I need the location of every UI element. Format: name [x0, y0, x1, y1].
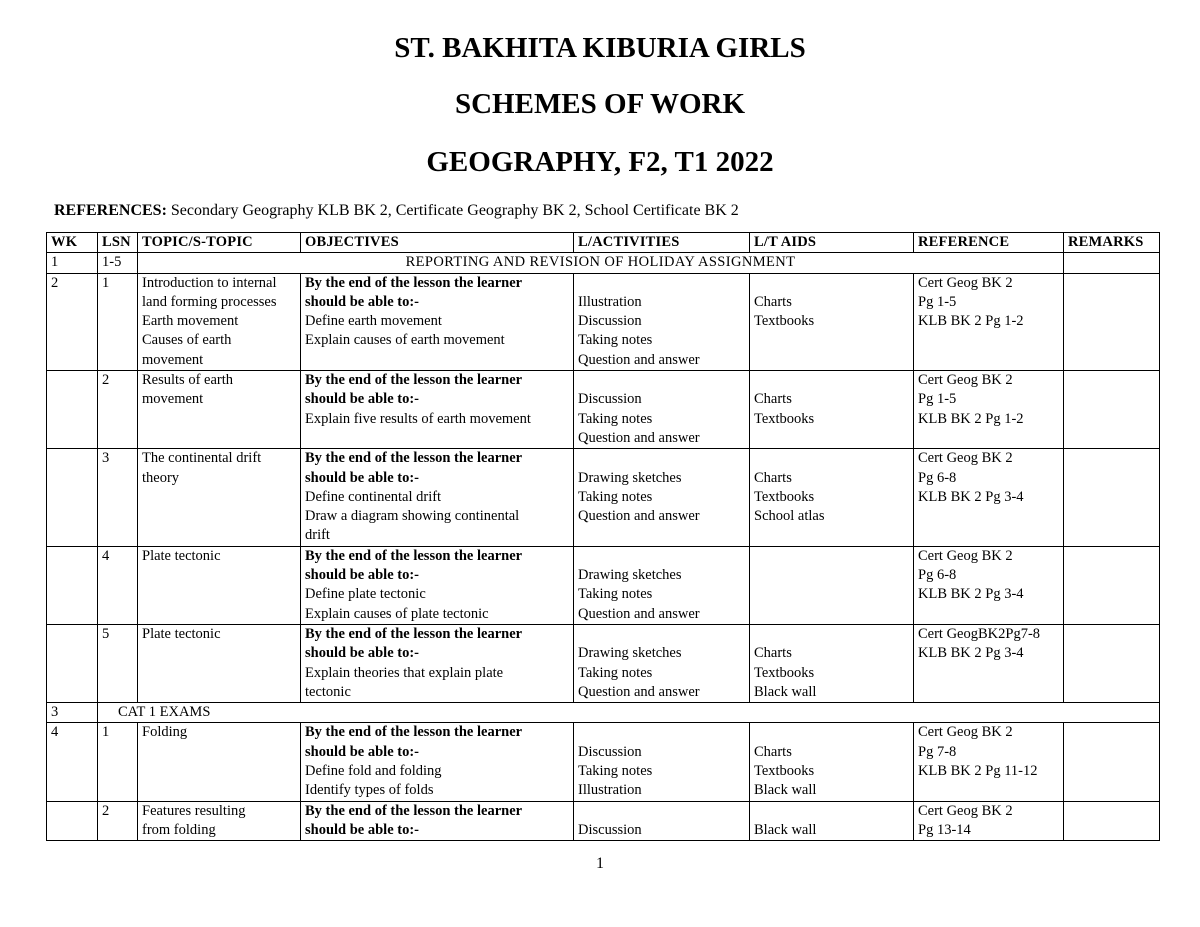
objective-item: Explain theories that explain plate	[305, 664, 504, 681]
objectives-intro: should be able to:-	[305, 645, 420, 662]
reference-item: Cert Geog BK 2	[918, 372, 1013, 389]
topic-cell	[138, 449, 301, 546]
activity-item: Illustration	[578, 293, 642, 310]
activity-item: Drawing sketches	[578, 469, 682, 486]
objectives-intro: should be able to:-	[305, 293, 420, 310]
objective-item: Define fold and folding	[305, 763, 442, 780]
lsn-cell: 2	[98, 371, 138, 449]
topic-line: Results of earth	[142, 372, 234, 389]
activity-item: Question and answer	[578, 683, 700, 700]
activity-item: Taking notes	[578, 410, 653, 427]
topic-line: Plate tectonic	[142, 625, 221, 642]
topic-line: Folding	[142, 724, 188, 741]
activity-item: Question and answer	[578, 351, 700, 368]
reference-item: KLB BK 2 Pg 1-2	[918, 410, 1024, 427]
remarks-cell	[1064, 371, 1160, 449]
topic-line: movement	[142, 391, 204, 408]
remarks-cell	[1064, 723, 1160, 801]
objectives-intro: By the end of the lesson the learner	[305, 274, 523, 291]
wk-cell: 4	[47, 723, 98, 801]
objectives-cell	[301, 801, 574, 841]
aids-cell	[750, 723, 914, 801]
objective-item: Define plate tectonic	[305, 586, 426, 603]
table-row	[47, 371, 1160, 449]
activity-item: Taking notes	[578, 664, 653, 681]
reference-cell	[914, 546, 1064, 624]
wk-cell	[47, 449, 98, 546]
topic-line: Causes of earth	[142, 332, 232, 349]
reference-cell	[914, 273, 1064, 370]
objectives-intro: should be able to:-	[305, 743, 420, 760]
objective-item: Explain causes of plate tectonic	[305, 605, 489, 622]
topic-cell	[138, 273, 301, 370]
subject-title: GEOGRAPHY, F2, T1 2022	[426, 146, 774, 178]
objectives-intro: should be able to:-	[305, 391, 420, 408]
document-title: SCHEMES OF WORK	[454, 88, 746, 120]
remarks-cell	[1064, 801, 1160, 841]
header-aids: L/T AIDS	[750, 233, 914, 253]
aid-item: Black wall	[754, 782, 817, 799]
reference-item: Cert Geog BK 2	[918, 450, 1013, 467]
objectives-cell	[301, 273, 574, 370]
activity-item: Taking notes	[578, 763, 653, 780]
objectives-intro: By the end of the lesson the learner	[305, 802, 523, 819]
topic-line: land forming processes	[142, 293, 277, 310]
activity-item: Discussion	[578, 743, 642, 760]
reference-cell	[914, 371, 1064, 449]
reference-item: Cert Geog BK 2	[918, 547, 1013, 564]
scheme-table	[46, 232, 1160, 841]
aids-cell	[750, 546, 914, 624]
aid-item: Charts	[754, 391, 792, 408]
activity-item: Question and answer	[578, 508, 700, 525]
aid-item: Textbooks	[754, 410, 815, 427]
reference-cell	[914, 449, 1064, 546]
objectives-intro: should be able to:-	[305, 469, 420, 486]
reference-item: Cert Geog BK 2	[918, 802, 1013, 819]
reference-cell	[914, 723, 1064, 801]
table-header-row	[47, 233, 1160, 253]
remarks-cell	[1064, 273, 1160, 370]
reference-item: KLB BK 2 Pg 1-2	[918, 313, 1024, 330]
reference-item: Cert Geog BK 2	[918, 724, 1013, 741]
activity-item: Discussion	[578, 391, 642, 408]
objectives-intro: By the end of the lesson the learner	[305, 547, 523, 564]
wk-cell	[47, 624, 98, 702]
topic-cell	[138, 723, 301, 801]
header-activities: L/ACTIVITIES	[574, 233, 750, 253]
objectives-intro: By the end of the lesson the learner	[305, 372, 523, 389]
activity-item: Discussion	[578, 313, 642, 330]
aid-item: Charts	[754, 293, 792, 310]
table-row	[47, 624, 1160, 702]
aid-item: Textbooks	[754, 664, 815, 681]
aid-item: Textbooks	[754, 763, 815, 780]
wk-cell	[47, 371, 98, 449]
header-reference: REFERENCE	[914, 233, 1064, 253]
reference-item: Cert Geog BK 2	[918, 274, 1013, 291]
wk-cell: 2	[47, 273, 98, 370]
table-row	[47, 723, 1160, 801]
school-name: ST. BAKHITA KIBURIA GIRLS	[394, 32, 806, 64]
objectives-intro: By the end of the lesson the learner	[305, 450, 523, 467]
topic-line: Introduction to internal	[142, 274, 277, 291]
activities-cell	[574, 624, 750, 702]
activities-cell	[574, 371, 750, 449]
reference-item: KLB BK 2 Pg 3-4	[918, 488, 1024, 505]
wk-cell	[47, 801, 98, 841]
reference-item: Cert GeogBK2Pg7-8	[918, 625, 1041, 642]
aid-item: Charts	[754, 645, 792, 662]
reference-cell	[914, 624, 1064, 702]
header-wk: WK	[47, 233, 98, 253]
activity-item: Drawing sketches	[578, 645, 682, 662]
topic-line: Earth movement	[142, 313, 239, 330]
cat-exams-label: CAT 1 EXAMS	[98, 703, 1160, 723]
objective-item: tectonic	[305, 683, 351, 700]
topic-line: Features resulting	[142, 802, 246, 819]
aids-cell	[750, 449, 914, 546]
references-label: REFERENCES:	[54, 202, 167, 219]
objective-item: drift	[305, 527, 330, 544]
topic-cell	[138, 624, 301, 702]
reference-item: Pg 6-8	[918, 469, 957, 486]
wk-cell: 3	[47, 703, 98, 723]
activity-item: Discussion	[578, 821, 642, 838]
lsn-cell: 1	[98, 273, 138, 370]
header-remarks: REMARKS	[1064, 233, 1160, 253]
activity-item: Taking notes	[578, 586, 653, 603]
objective-item: Define earth movement	[305, 313, 442, 330]
topic-line: Plate tectonic	[142, 547, 221, 564]
reference-item: KLB BK 2 Pg 3-4	[918, 645, 1024, 662]
objectives-intro: should be able to:-	[305, 567, 420, 584]
remarks-cell	[1064, 253, 1160, 273]
topic-cell	[138, 546, 301, 624]
header-topic: TOPIC/S-TOPIC	[138, 233, 301, 253]
aid-item: Textbooks	[754, 488, 815, 505]
aids-cell	[750, 801, 914, 841]
objectives-cell	[301, 546, 574, 624]
topic-cell	[138, 371, 301, 449]
reference-item: Pg 7-8	[918, 743, 957, 760]
remarks-cell	[1064, 546, 1160, 624]
objectives-intro: By the end of the lesson the learner	[305, 625, 523, 642]
objectives-cell	[301, 723, 574, 801]
header-objectives: OBJECTIVES	[301, 233, 574, 253]
table-row	[47, 546, 1160, 624]
reference-item: Pg 1-5	[918, 391, 957, 408]
activity-item: Question and answer	[578, 429, 700, 446]
aids-cell	[750, 624, 914, 702]
references-line	[54, 201, 739, 221]
reference-item: Pg 1-5	[918, 293, 957, 310]
lsn-cell: 3	[98, 449, 138, 546]
aid-item: Charts	[754, 469, 792, 486]
activity-item: Illustration	[578, 782, 642, 799]
wk-cell: 1	[47, 253, 98, 273]
topic-line: The continental drift	[142, 450, 262, 467]
page-number: 1	[596, 855, 604, 872]
reference-item: Pg 13-14	[918, 821, 971, 838]
aids-cell	[750, 273, 914, 370]
lsn-cell: 4	[98, 546, 138, 624]
lsn-cell: 2	[98, 801, 138, 841]
objectives-intro: By the end of the lesson the learner	[305, 724, 523, 741]
table-row	[47, 449, 1160, 546]
activities-cell	[574, 723, 750, 801]
header-lsn: LSN	[98, 233, 138, 253]
table-row-cat	[47, 703, 1160, 723]
activity-item: Drawing sketches	[578, 567, 682, 584]
topic-line: movement	[142, 351, 204, 368]
reference-item: Pg 6-8	[918, 567, 957, 584]
activity-item: Taking notes	[578, 488, 653, 505]
references-text: Secondary Geography KLB BK 2, Certificate Geography BK 2, School Certificate BK 2	[170, 202, 739, 219]
lsn-cell: 5	[98, 624, 138, 702]
lsn-cell: 1	[98, 723, 138, 801]
activities-cell	[574, 449, 750, 546]
topic-line: from folding	[142, 821, 216, 838]
objective-item: Draw a diagram showing continental	[305, 508, 520, 525]
objectives-intro: should be able to:-	[305, 821, 420, 838]
topic-cell	[138, 801, 301, 841]
table-row	[47, 801, 1160, 841]
aid-item: Textbooks	[754, 313, 815, 330]
activities-cell	[574, 273, 750, 370]
revision-banner: REPORTING AND REVISION OF HOLIDAY ASSIGNMENT	[138, 253, 1064, 273]
objective-item: Explain causes of earth movement	[305, 332, 505, 349]
aids-cell	[750, 371, 914, 449]
objective-item: Define continental drift	[305, 488, 442, 505]
aid-item: Black wall	[754, 683, 817, 700]
aid-item: Black wall	[754, 821, 817, 838]
reference-item: KLB BK 2 Pg 3-4	[918, 586, 1024, 603]
remarks-cell	[1064, 449, 1160, 546]
activity-item: Question and answer	[578, 605, 700, 622]
activities-cell	[574, 546, 750, 624]
objectives-cell	[301, 624, 574, 702]
table-row	[47, 273, 1160, 370]
activities-cell	[574, 801, 750, 841]
lsn-cell: 1-5	[98, 253, 138, 273]
wk-cell	[47, 546, 98, 624]
aid-item: School atlas	[754, 508, 825, 525]
activity-item: Taking notes	[578, 332, 653, 349]
objective-item: Explain five results of earth movement	[305, 410, 531, 427]
reference-cell	[914, 801, 1064, 841]
aid-item: Charts	[754, 743, 792, 760]
reference-item: KLB BK 2 Pg 11-12	[918, 763, 1038, 780]
topic-line: theory	[142, 469, 180, 486]
table-row-week1	[47, 253, 1160, 273]
objectives-cell	[301, 449, 574, 546]
remarks-cell	[1064, 624, 1160, 702]
objectives-cell	[301, 371, 574, 449]
objective-item: Identify types of folds	[305, 782, 434, 799]
